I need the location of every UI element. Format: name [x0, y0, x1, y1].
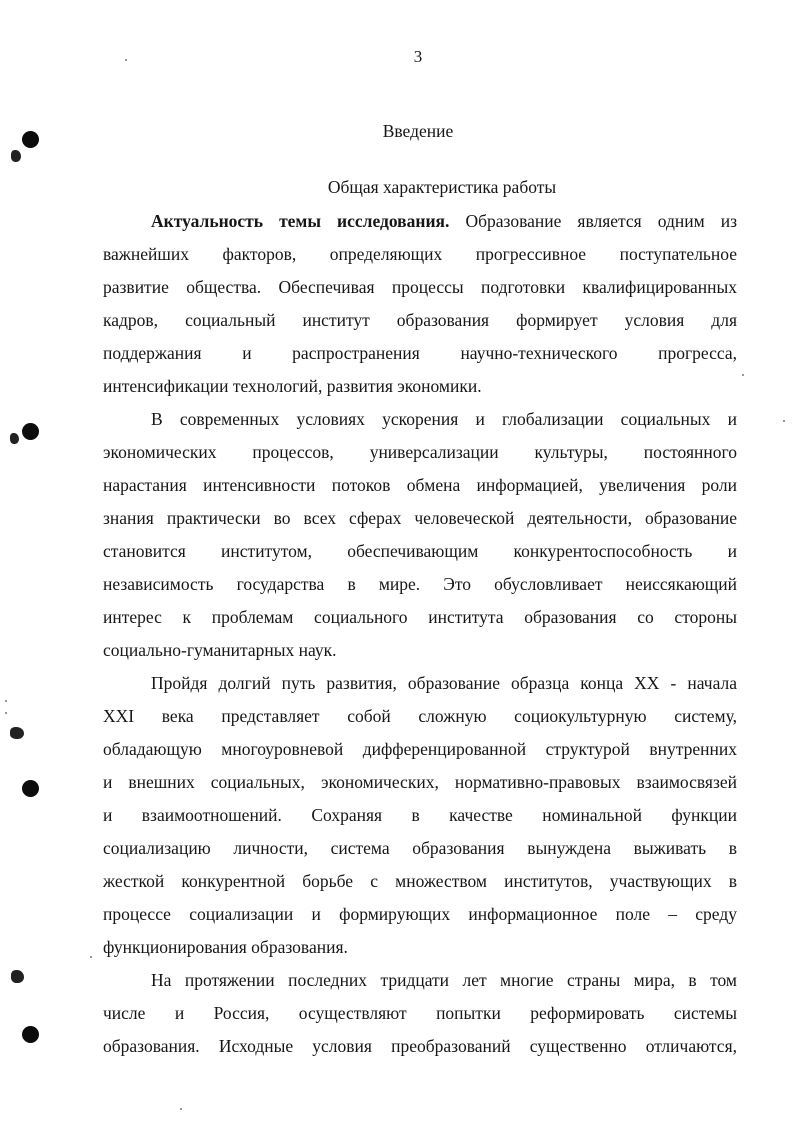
paragraph-line: становится институтом, обеспечивающим конкурентоспособность и — [103, 541, 737, 561]
punch-hole — [22, 423, 39, 440]
scan-speck — [11, 970, 24, 983]
paragraph-line: и взаимоотношений. Сохраняя в качестве номинальной функции — [103, 805, 737, 825]
punch-hole — [22, 1026, 39, 1043]
paragraph-line: обладающую многоуровневой дифференцированной структурой внутренних — [103, 739, 737, 759]
paragraph-line: XXI века представляет собой сложную социокультурную систему, — [103, 706, 737, 726]
scan-speck — [11, 150, 21, 162]
paragraph-line: На протяжении последних тридцати лет многие страны мира, в том — [151, 970, 737, 990]
paragraph-line: развитие общества. Обеспечивая процессы подготовки квалифицированных — [103, 277, 737, 297]
paragraph-line: важнейших факторов, определяющих прогрессивное поступательное — [103, 244, 737, 264]
scan-dot — [742, 374, 744, 376]
paragraph-line: образования. Исходные условия преобразований существенно отличаются, — [103, 1036, 737, 1056]
paragraph-line: социализацию личности, система образования вынуждена выживать в — [103, 838, 737, 858]
line-text: Образование является одним из — [465, 211, 738, 231]
lead-term: Актуальность темы исследования. — [151, 211, 450, 231]
punch-hole — [22, 780, 39, 797]
paragraph-line: экономических процессов, универсализации культуры, постоянного — [103, 442, 737, 462]
paragraph-line: знания практически во всех сферах человеческой деятельности, образование — [103, 508, 737, 528]
paragraph-line: В современных условиях ускорения и глобализации социальных и — [151, 409, 737, 429]
paragraph-line: числе и Россия, осуществляют попытки реформировать системы — [103, 1003, 737, 1023]
subsection-heading-general: Общая характеристика работы — [327, 177, 557, 197]
paragraph-line: независимость государства в мире. Это обусловливает неиссякающий — [103, 574, 737, 594]
paragraph-line: Пройдя долгий путь развития, образование образца конца XX - начала — [151, 673, 737, 693]
scan-speck — [10, 727, 24, 739]
page-number: 3 — [413, 47, 423, 66]
paragraph-line: интенсификации технологий, развития экономики. — [103, 376, 482, 396]
paragraph-line: процессе социализации и формирующих информационное поле – среду — [103, 904, 737, 924]
paragraph-line: нарастания интенсивности потоков обмена информацией, увеличения роли — [103, 475, 737, 495]
scan-dot — [783, 420, 785, 422]
paragraph-line: функционирования образования. — [103, 937, 348, 957]
paragraph-line — [151, 210, 737, 232]
section-heading-introduction: Введение — [382, 121, 454, 141]
paragraph-line: и внешних социальных, экономических, нормативно-правовых взаимосвязей — [103, 772, 737, 792]
scan-dot — [90, 956, 92, 958]
scan-speck — [10, 433, 19, 444]
scan-dot — [5, 700, 7, 702]
paragraph-line: социально-гуманитарных наук. — [103, 640, 337, 660]
paragraph-line: поддержания и распространения научно-технического прогресса, — [103, 343, 737, 363]
paragraph-line: кадров, социальный институт образования формирует условия для — [103, 310, 737, 330]
paragraph-line: интерес к проблемам социального института образования со стороны — [103, 607, 737, 627]
scan-dot — [5, 712, 7, 714]
scan-dot — [180, 1108, 182, 1110]
paragraph-line: жесткой конкурентной борьбе с множеством институтов, участвующих в — [103, 871, 737, 891]
